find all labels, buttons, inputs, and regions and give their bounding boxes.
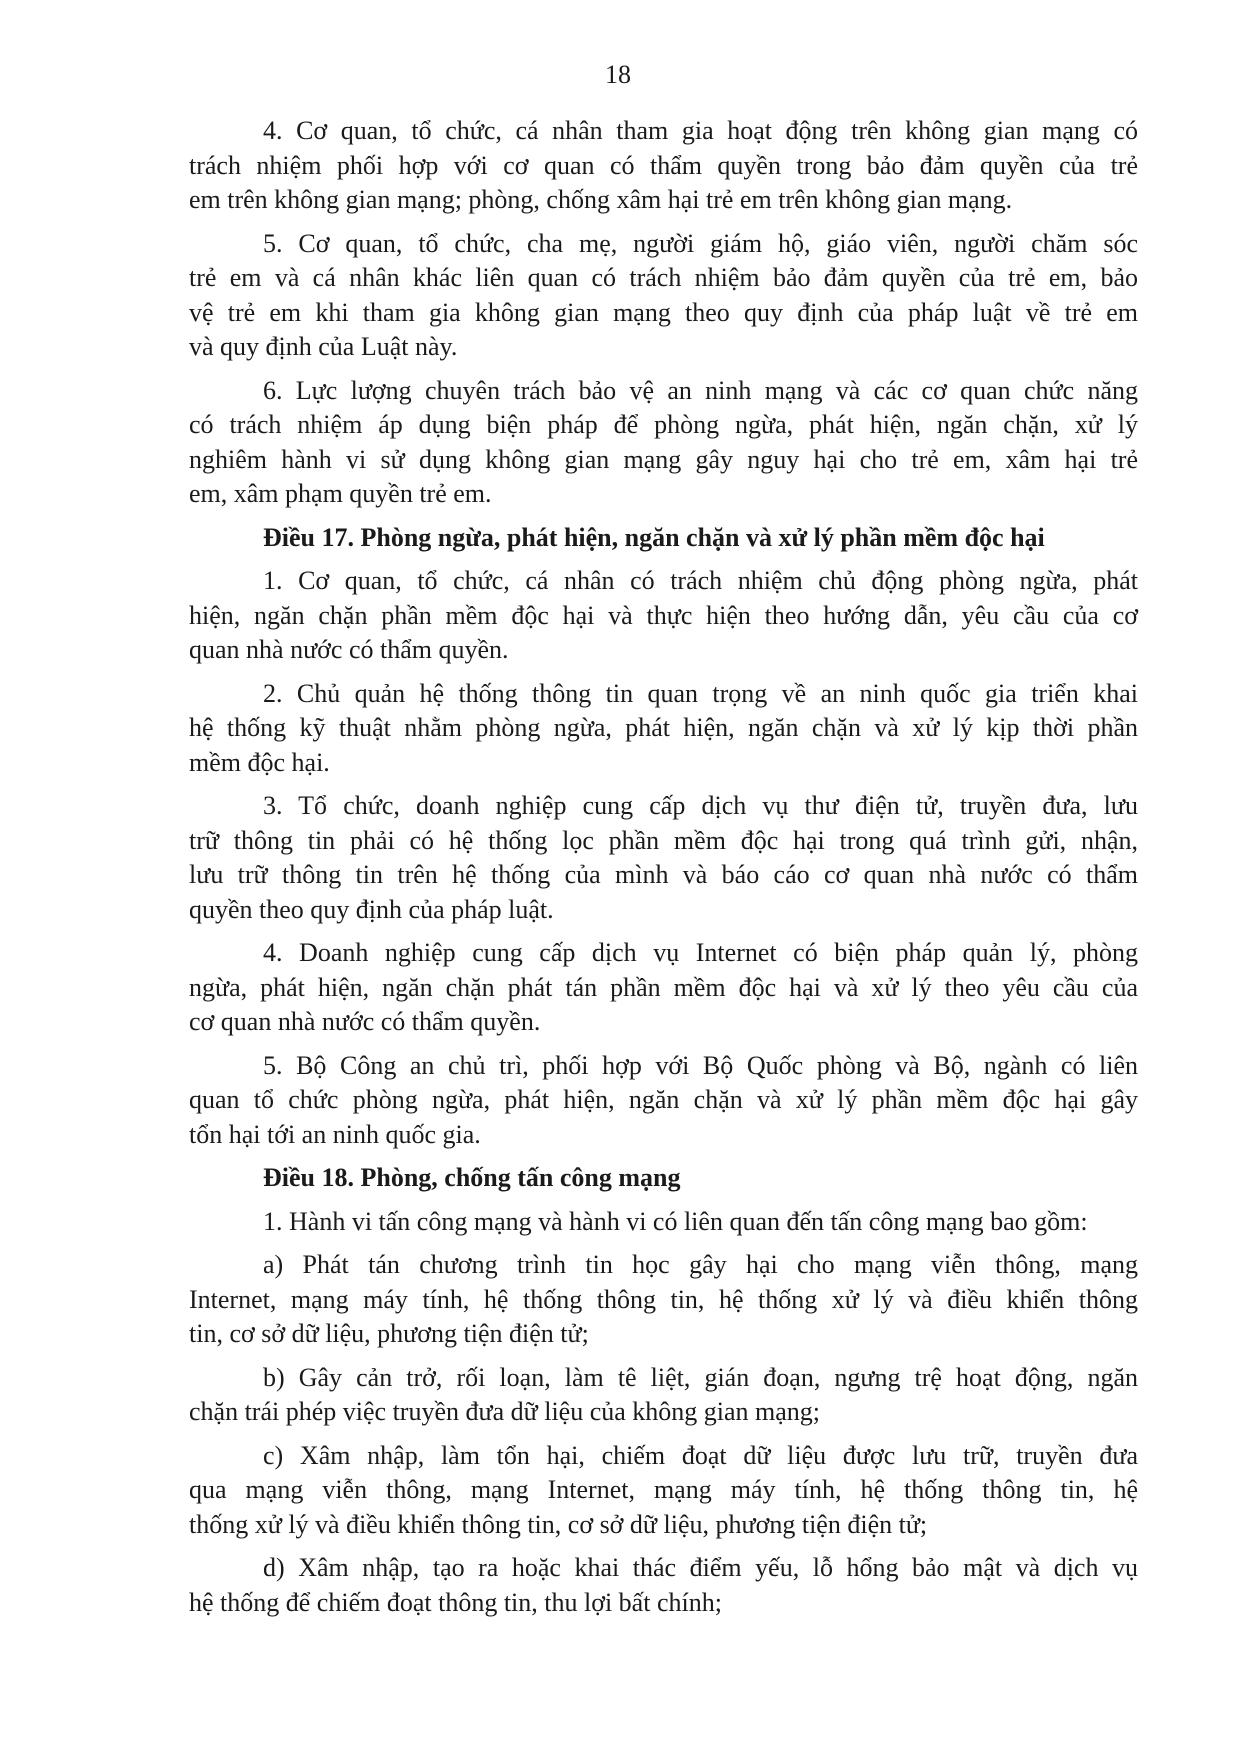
text-line: a) Phát tán chương trình tin học gây hại cho mạng viễn thông, mạng xyxy=(263,1250,1138,1279)
paragraph xyxy=(189,227,1138,365)
text-line: d) Xâm nhập, tạo ra hoặc khai thác điểm yếu, lỗ hổng bảo mật và dịch vụ xyxy=(263,1553,1138,1582)
text-line: mềm độc hại. xyxy=(189,747,330,777)
text-line: có trách nhiệm áp dụng biện pháp để phòng ngừa, phát hiện, ngăn chặn, xử lý xyxy=(189,410,1138,439)
text-line: nghiêm hành vi sử dụng không gian mạng gây nguy hại cho trẻ em, xâm hại trẻ xyxy=(189,444,1138,474)
text-line: Internet, mạng máy tính, hệ thống thông tin, hệ thống xử lý và điều khiển thông xyxy=(189,1284,1138,1314)
text-line: quan tổ chức phòng ngừa, phát hiện, ngăn chặn và xử lý phần mềm độc hại gây xyxy=(189,1085,1138,1114)
text-line: hệ thống để chiếm đoạt thông tin, thu lợi bất chính; xyxy=(189,1587,722,1617)
text-line: Điều 18. Phòng, chống tấn công mạng xyxy=(263,1163,681,1192)
paragraph xyxy=(189,1248,1138,1352)
text-line: c) Xâm nhập, làm tổn hại, chiếm đoạt dữ liệu được lưu trữ, truyền đưa xyxy=(263,1440,1138,1470)
text-line: hệ thống kỹ thuật nhằm phòng ngừa, phát hiện, ngăn chặn và xử lý kịp thời phần xyxy=(189,713,1138,742)
text-line: b) Gây cản trở, rối loạn, làm tê liệt, gián đoạn, ngưng trệ hoạt động, ngăn xyxy=(263,1362,1138,1392)
page-number: 18 xyxy=(605,60,631,89)
text-line: qua mạng viễn thông, mạng Internet, mạng máy tính, hệ thống thông tin, hệ xyxy=(189,1475,1138,1504)
text-line: 5. Bộ Công an chủ trì, phối hợp với Bộ Quốc phòng và Bộ, ngành có liên xyxy=(263,1050,1138,1080)
paragraph xyxy=(189,374,1138,512)
paragraph xyxy=(189,789,1138,927)
text-line: 1. Hành vi tấn công mạng và hành vi có liên quan đến tấn công mạng bao gồm: xyxy=(263,1206,1088,1236)
text-line: chặn trái phép việc truyền đưa dữ liệu của không gian mạng; xyxy=(189,1397,821,1426)
text-line: quan nhà nước có thẩm quyền. xyxy=(189,635,509,664)
text-line: thống xử lý và điều khiển thông tin, cơ sở dữ liệu, phương tiện điện tử; xyxy=(189,1509,928,1539)
article-heading xyxy=(189,1161,1138,1196)
text-line: em trên không gian mạng; phòng, chống xâm hại trẻ em trên không gian mạng. xyxy=(189,185,1013,214)
text-line: tin, cơ sở dữ liệu, phương tiện điện tử; xyxy=(189,1319,589,1348)
text-line: vệ trẻ em khi tham gia không gian mạng theo quy định của pháp luật về trẻ em xyxy=(189,297,1138,327)
paragraph xyxy=(189,1361,1138,1430)
text-line: 3. Tổ chức, doanh nghiệp cung cấp dịch vụ thư điện tử, truyền đưa, lưu xyxy=(263,791,1138,820)
text-line: 5. Cơ quan, tổ chức, cha mẹ, người giám hộ, giáo viên, người chăm sóc xyxy=(263,228,1138,258)
text-line: cơ quan nhà nước có thẩm quyền. xyxy=(189,1007,541,1036)
text-line: trẻ em và cá nhân khác liên quan có trách nhiệm bảo đảm quyền của trẻ em, bảo xyxy=(189,263,1138,292)
document-body xyxy=(189,114,1138,1620)
text-line: 4. Cơ quan, tổ chức, cá nhân tham gia hoạt động trên không gian mạng có xyxy=(263,116,1138,145)
paragraph xyxy=(189,1205,1138,1240)
paragraph xyxy=(189,1439,1138,1543)
paragraph xyxy=(189,114,1138,218)
text-line: 2. Chủ quản hệ thống thông tin quan trọng về an ninh quốc gia triển khai xyxy=(263,678,1138,708)
text-line: trách nhiệm phối hợp với cơ quan có thẩm quyền trong bảo đảm quyền của trẻ xyxy=(189,150,1138,180)
text-line: tổn hại tới an ninh quốc gia. xyxy=(189,1119,481,1149)
text-line: lưu trữ thông tin trên hệ thống của mình và báo cáo cơ quan nhà nước có thẩm xyxy=(189,860,1138,889)
text-line: hiện, ngăn chặn phần mềm độc hại và thực hiện theo hướng dẫn, yêu cầu của cơ xyxy=(189,600,1138,630)
paragraph xyxy=(189,677,1138,781)
text-line: 4. Doanh nghiệp cung cấp dịch vụ Internet có biện pháp quản lý, phòng xyxy=(263,938,1138,967)
text-line: và quy định của Luật này. xyxy=(189,332,458,361)
text-line: 1. Cơ quan, tổ chức, cá nhân có trách nhiệm chủ động phòng ngừa, phát xyxy=(263,566,1138,595)
paragraph xyxy=(189,936,1138,1040)
article-heading xyxy=(189,521,1138,556)
text-line: quyền theo quy định của pháp luật. xyxy=(189,894,554,924)
paragraph xyxy=(189,564,1138,668)
text-line: 6. Lực lượng chuyên trách bảo vệ an ninh mạng và các cơ quan chức năng xyxy=(263,375,1138,405)
text-line: trữ thông tin phải có hệ thống lọc phần mềm độc hại trong quá trình gửi, nhận, xyxy=(189,825,1138,855)
paragraph xyxy=(189,1551,1138,1620)
text-line: em, xâm phạm quyền trẻ em. xyxy=(189,479,492,508)
text-line: ngừa, phát hiện, ngăn chặn phát tán phần mềm độc hại và xử lý theo yêu cầu của xyxy=(189,972,1138,1002)
text-line: Điều 17. Phòng ngừa, phát hiện, ngăn chặn và xử lý phần mềm độc hại xyxy=(263,522,1045,552)
paragraph xyxy=(189,1049,1138,1153)
